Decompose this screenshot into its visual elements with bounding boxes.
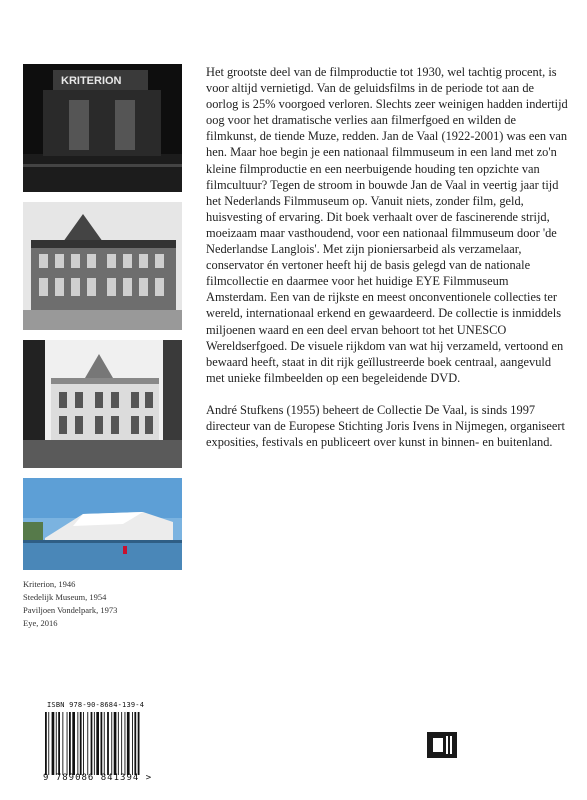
barcode-bar [96,712,99,775]
caption-paviljoen: Paviljoen Vondelpark, 1973 [23,605,118,615]
barcode-bar [138,712,140,775]
barcode-bar [62,712,63,775]
barcode-bar [101,712,103,775]
barcode-bar [107,712,109,775]
photo-eye-filmmuseum [23,478,182,570]
barcode-bar [94,712,95,775]
caption-stedelijk: Stedelijk Museum, 1954 [23,592,107,602]
barcode-bar [132,712,133,775]
barcode-bar [77,712,78,775]
barcode [43,712,153,775]
barcode-bar [118,712,119,775]
isbn-label: ISBN 978-90-8684-139-4 [47,701,145,709]
isbn-barcode-block [43,701,158,783]
barcode-bar [114,712,117,775]
barcode-bar [52,712,55,775]
barcode-bar [56,712,57,775]
photo-captions [23,578,117,630]
barcode-bar [80,712,82,775]
caption-kriterion: Kriterion, 1946 [23,579,76,589]
barcode-bar [69,712,71,775]
barcode-bar [134,712,136,775]
barcode-bar [45,712,47,775]
barcode-bar [48,712,49,775]
barcode-bar [111,712,112,775]
barcode-bar [125,712,126,775]
barcode-bar [121,712,122,775]
barcode-bar [58,712,60,775]
blurb-paragraph-1: Het grootste deel van de filmproductie tot 1930, wel tachtig procent, is voor altijd vernietigd. Van de geluidsfilms in de periode tot aan de oorlog is 25% voorgoed verloren. Slechts zeer weinigen hadden indertijd oog voor het dramatische verlies aan filmerfgoed en wilden de filmkunst, de tiende Muze, redden. Jan de Vaal (1922-2001) was een van hen. Maar hoe begin je een nationaal filmmuseum in een land met zo'n kleine filmproductie en een neerbuigende houding ten opzichte van filmcultuur? Tegen de stroom in bouwde Jan de Vaal in veertig jaar tijd het Nederlands Filmmuseum op. Vanuit niets, zonder film, geld, huisvesting of ervaring. Dit boek verhaalt over de fascinerende strijd, moeizaam maar vasthoudend, voor een nationaal filmmuseum door 'de Nederlandse Langlois'. Met zijn pioniersarbeid als verzamelaar, conservator én vertoner heeft hij de basis gelegd van de nationale filmcollectie en daarmee voor het huidige EYE Filmmuseum Amsterdam. Een van de rijkste en meest onconventionele collecties ter wereld, internationaal erkend en gewaardeerd. De collectie is inmiddels miljoenen waard en een deel ervan behoort tot het UNESCO Wereldserfgoed. De visuele rijkdom van wat hij verzameld, vertoond en bewaard heeft, staat in dit rijk geïllustreerde boek centraal, aangevuld met unieke filmbeelden op een begeleidende DVD. [206,65,568,385]
barcode-bar [72,712,75,775]
author-bio-paragraph: André Stufkens (1955) beheert de Collectie De Vaal, is sinds 1997 directeur van de Europese Stichting Joris Ivens in Nijmegen, organiseert exposities, festivals en publiceert over kunst in binnen- en buitenland. [206,402,566,450]
barcode-bar [104,712,105,775]
barcode-bar [67,712,68,775]
barcode-bar [91,712,93,775]
barcode-bar [87,712,88,775]
barcode-bar [83,712,84,775]
publisher-logo-icon [427,730,457,760]
photo-paviljoen-vondelpark [23,340,182,468]
caption-eye: Eye, 2016 [23,618,58,628]
photo-kriterion [23,64,182,192]
photo-stedelijk-museum [23,202,182,330]
barcode-digits: 9 789086 841394 > [43,773,153,783]
back-cover-blurb [206,64,568,466]
barcode-bar [127,712,130,775]
kriterion-sign: KRITERION [61,75,122,87]
